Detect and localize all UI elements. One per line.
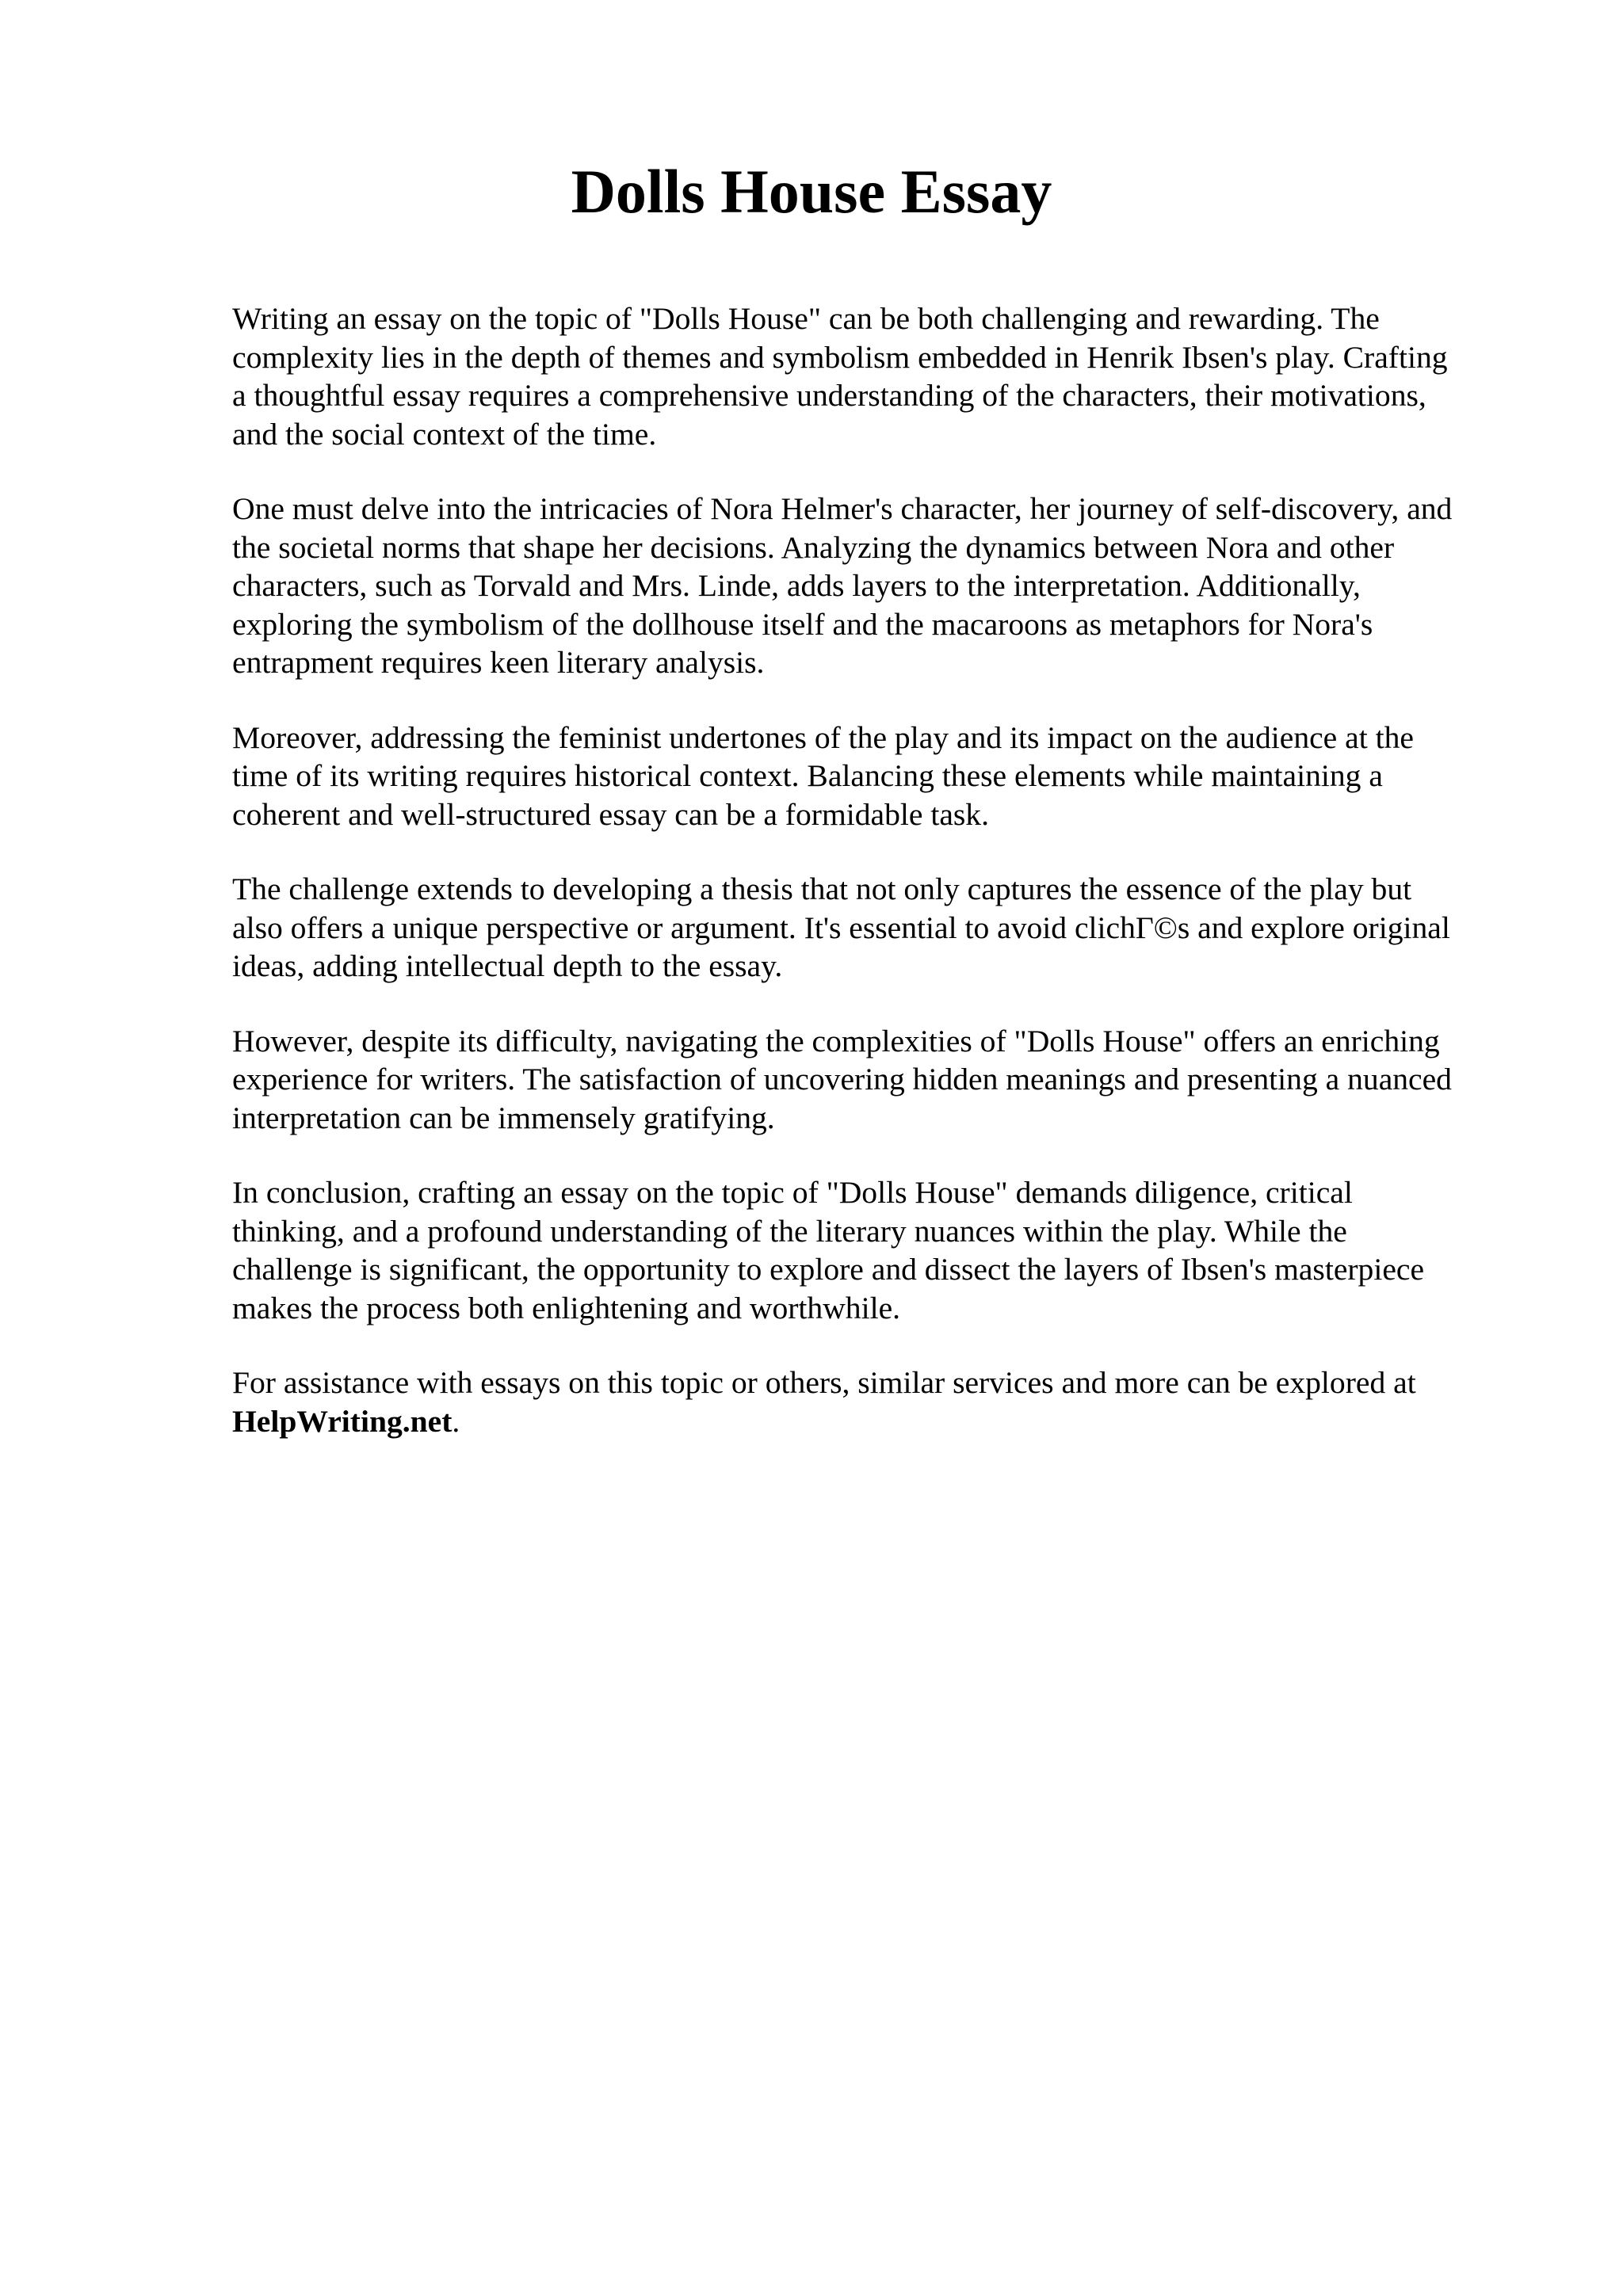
paragraph-closing (232, 1363, 1524, 1440)
text-line: coherent and well-structured essay can be a formidable task. (232, 796, 989, 832)
paragraph-intro (232, 299, 1524, 453)
paragraph-feminist (232, 719, 1524, 834)
paragraph-nora (232, 490, 1524, 682)
text-line: experience for writers. The satisfaction of uncovering hidden meanings and presenting a nuanced (232, 1062, 1452, 1097)
essay-body (232, 299, 1524, 1477)
text-line: also offers a unique perspective or argument. It's essential to avoid clichΓ©s and explore original (232, 910, 1450, 945)
closing-link-line (232, 1402, 1524, 1441)
text-line: and the social context of the time. (232, 416, 657, 452)
text-line: Moreover, addressing the feminist undertones of the play and its impact on the audience at the (232, 719, 1414, 755)
document-title: Dolls House Essay (571, 157, 1052, 226)
text-line: challenge is significant, the opportunity to explore and dissect the layers of Ibsen's masterpiece (232, 1252, 1425, 1287)
text-line: the societal norms that shape her decisions. Analyzing the dynamics between Nora and other (232, 529, 1395, 565)
text-line: entrapment requires keen literary analysis. (232, 645, 765, 680)
text-line: Writing an essay on the topic of "Dolls House" can be both challenging and rewarding. The (232, 301, 1380, 336)
text-line: ideas, adding intellectual depth to the essay. (232, 948, 783, 983)
text-line: characters, such as Torvald and Mrs. Linde, adds layers to the interpretation. Additionally, (232, 568, 1361, 603)
text-line: In conclusion, crafting an essay on the topic of "Dolls House" demands diligence, critical (232, 1175, 1353, 1210)
text-line: thinking, and a profound understanding of the literary nuances within the play. While the (232, 1213, 1347, 1249)
text-line: For assistance with essays on this topic or others, similar services and more can be explored at (232, 1365, 1416, 1400)
helpwriting-link[interactable]: HelpWriting.net (232, 1403, 453, 1439)
text-line: a thoughtful essay requires a comprehensive understanding of the characters, their motivations, (232, 378, 1426, 413)
paragraph-thesis (232, 870, 1524, 986)
text-line: However, despite its difficulty, navigating the complexities of "Dolls House" offers an enriching (232, 1023, 1440, 1058)
paragraph-conclusion (232, 1173, 1524, 1327)
text-line: The challenge extends to developing a thesis that not only captures the essence of the play but (232, 871, 1412, 906)
text-line: One must delve into the intricacies of Nora Helmer's character, her journey of self-discovery, and (232, 491, 1453, 526)
text-line: makes the process both enlightening and worthwhile. (232, 1290, 901, 1325)
text-line: complexity lies in the depth of themes and symbolism embedded in Henrik Ibsen's play. Crafting (232, 339, 1448, 375)
text-line: time of its writing requires historical context. Balancing these elements while maintaining a (232, 758, 1383, 793)
text-line: exploring the symbolism of the dollhouse itself and the macaroons as metaphors for Nora's (232, 606, 1373, 642)
closing-period: . (452, 1403, 460, 1439)
text-line: interpretation can be immensely gratifying. (232, 1100, 775, 1135)
paragraph-difficulty (232, 1022, 1524, 1138)
